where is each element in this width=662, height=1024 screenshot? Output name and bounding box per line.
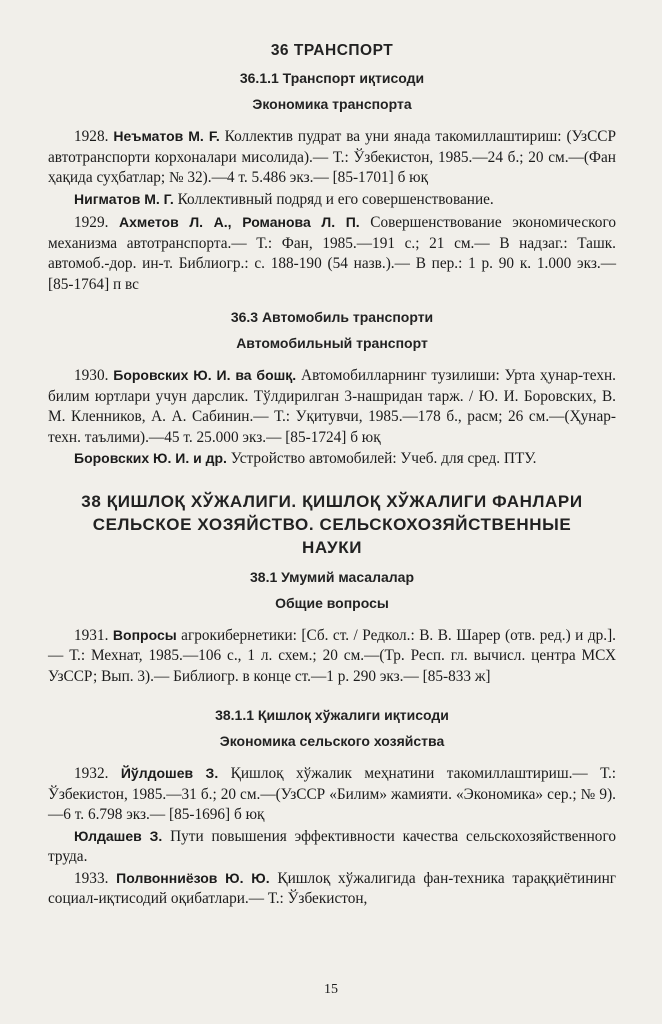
entry-number: 1932. bbox=[74, 765, 109, 782]
entry-author: Полвонниёзов Ю. Ю. bbox=[116, 869, 270, 886]
bibliography-entry-translation bbox=[48, 448, 616, 470]
entry-text: Совершенствование экономического механизма автотранспорта.— Т.: Фан, 1985.—191 с.; 21 см.— В надзаг.: Ташк. автомоб.-дор. ин-т. Библиогр.: с. 188-190 (54 назв.).— В пер.: 1 р. 90 к. 1.000 экз.— [85-1764] п вс bbox=[48, 214, 616, 293]
entry-text: Коллектив пудрат ва уни янада такомиллаштириш: (УзССР автотранспорти корхоналари мисолида).— Т.: Ўзбекистон, 1985.—24 б.; 20 см.—(Фан ҳақида суҳбатлар; № 32).—4 т. 5.486 экз.— [85-1701] б юқ bbox=[48, 128, 617, 186]
entry-text: Автомобилларнинг тузилиши: Урта ҳунар-техн. билим юртлари учун дарслик. Тўлдирилган 3-нашридан тарж. / Ю. И. Боровских, В. М. Кленников, А. А. Сабинин.— Т.: Уқитувчи, 1985.—178 б., расм; 26 см.—(Ҳунар-техн. таълими).—45 т. 25.000 экз.— [85-1724] б юқ bbox=[48, 367, 616, 446]
bibliography-entry bbox=[48, 126, 616, 189]
subsection-heading-ru: Экономика сельского хозяйства bbox=[219, 733, 445, 749]
page-number: 15 bbox=[324, 982, 338, 997]
bibliography-entry-translation bbox=[48, 189, 616, 211]
section-heading-36: 36 ТРАНСПОРТ bbox=[270, 42, 394, 59]
entry-text: Пути повышения эффективности качества сельскохозяйственного труда. bbox=[48, 827, 616, 865]
entry-text: агрокибернетики: [Сб. ст. / Редкол.: В. В. Шарер (отв. ред.) и др.].— Т.: Мехнат, 1985.—106 с., 1 л. схем.; 20 см.—(Тр. Респ. гл. вычисл. центра МСХ УзССР; Вып. 3).— Библиогр. в конце ст.—1 р. 290 экз.— [85-833 ж] bbox=[48, 626, 617, 685]
subsection-heading-uz: 38.1 Умумий масалалар bbox=[250, 568, 414, 585]
bibliography-entry bbox=[48, 625, 616, 688]
entry-author: Юлдашев З. bbox=[74, 827, 163, 844]
section-heading-38 bbox=[48, 490, 616, 559]
entry-author: Боровских Ю. И. ва бошқ. bbox=[113, 367, 297, 383]
entry-text: Устройство автомобилей: Учеб. для сред. ПТУ. bbox=[230, 450, 537, 467]
subsection-heading-ru: Общие вопросы bbox=[275, 594, 389, 611]
entry-number: 1930. bbox=[74, 367, 109, 384]
entry-author: Вопросы bbox=[112, 626, 177, 643]
section-heading-line: НАУКИ bbox=[301, 537, 363, 557]
entry-author: Ахметов Л. А., Романова Л. П. bbox=[119, 214, 360, 230]
entry-number: 1928. bbox=[74, 128, 109, 145]
bibliography-entry bbox=[48, 868, 616, 910]
bibliography-entry bbox=[48, 763, 616, 826]
entry-text: Қишлоқ хўжалигида фан-техника тараққиётининг социал-иқтисодий оқибатлари.— Т.: Ўзбекистон, bbox=[48, 869, 617, 907]
entry-text: Коллективный подряд и его совершенствование. bbox=[177, 190, 494, 208]
entry-number: 1931. bbox=[74, 626, 109, 644]
subsection-heading-ru: Экономика транспорта bbox=[252, 96, 412, 112]
section-heading-line: СЕЛЬСКОЕ ХОЗЯЙСТВО. СЕЛЬСКОХОЗЯЙСТВЕННЫЕ bbox=[92, 514, 572, 534]
entry-number: 1933. bbox=[74, 869, 109, 887]
section-heading-line: 38 ҚИШЛОҚ ХЎЖАЛИГИ. ҚИШЛОҚ ХЎЖАЛИГИ ФАНЛАРИ bbox=[81, 491, 583, 511]
bibliography-entry-translation bbox=[48, 826, 616, 868]
bibliography-entry bbox=[48, 365, 616, 448]
document-page bbox=[48, 42, 616, 910]
entry-author: Боровских Ю. И. и др. bbox=[74, 450, 227, 466]
entry-author: Нигматов М. Г. bbox=[74, 190, 174, 207]
subsection-heading-ru: Автомобильный транспорт bbox=[236, 335, 428, 351]
subsection-heading-uz: 36.3 Автомобиль транспорти bbox=[230, 309, 434, 325]
entry-number: 1929. bbox=[74, 214, 109, 231]
subsection-heading-uz: 36.1.1 Транспорт иқтисоди bbox=[239, 70, 425, 86]
bibliography-entry bbox=[48, 212, 616, 295]
entry-text: Қишлоқ хўжалик меҳнатини такомиллаштириш.— Т.: Ўзбекистон, 1985.—31 б.; 20 см.—(УзССР «Билим» жамияти. «Экономика» сер.; № 9).—6 т. 6.798 экз.— [85-1696] б юқ bbox=[48, 765, 617, 823]
subsection-heading-uz: 38.1.1 Қишлоқ хўжалиги иқтисоди bbox=[215, 707, 449, 723]
entry-author: Неъматов М. F. bbox=[113, 128, 220, 144]
entry-author: Йўлдошев З. bbox=[120, 765, 219, 781]
